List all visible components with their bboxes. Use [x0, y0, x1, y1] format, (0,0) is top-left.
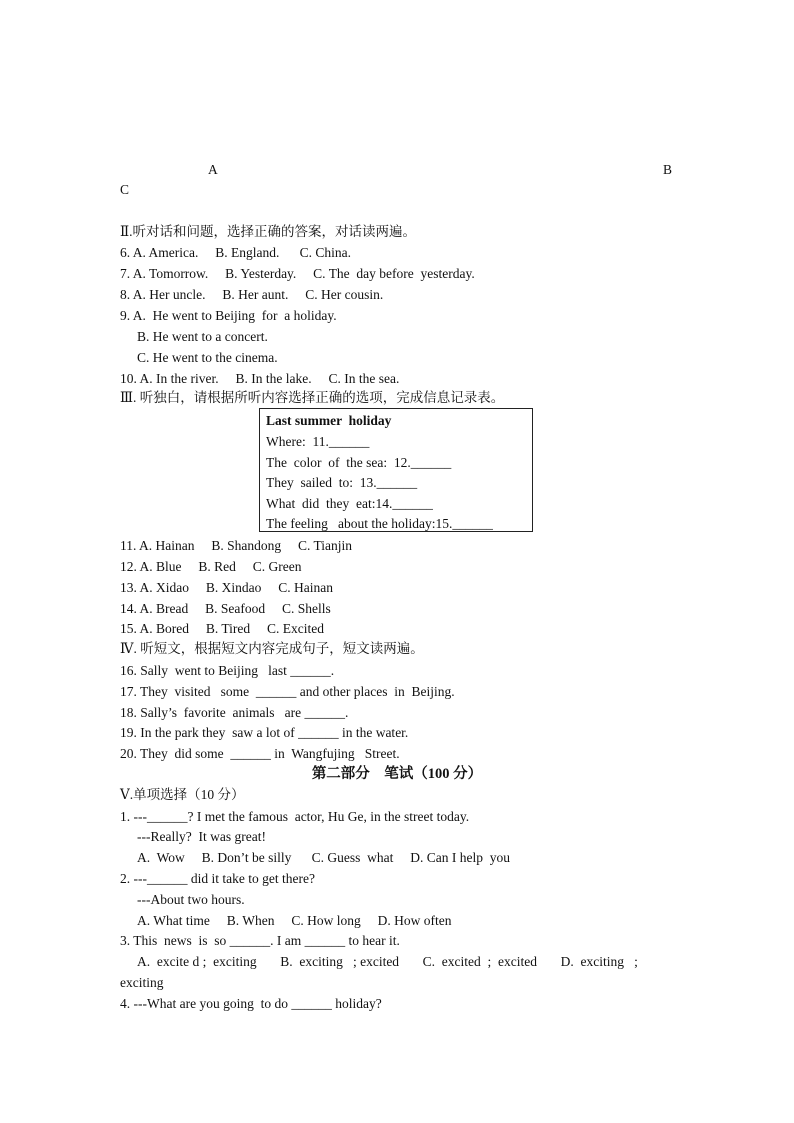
question-9-a: 9. A. He went to Beijing for a holiday.	[120, 308, 337, 323]
table-row-sailed: They sailed to: 13.______	[266, 475, 418, 490]
section5-heading: Ⅴ.单项选择（10 分）	[120, 787, 245, 802]
question-1-b: ---Really? It was great!	[137, 829, 266, 844]
question-3-options-cont: exciting	[120, 975, 164, 990]
question-17: 17. They visited some ______ and other places in Beijing.	[120, 684, 455, 699]
table-row-color: The color of the sea: 12.______	[266, 455, 452, 470]
table-title: Last summer holiday	[266, 413, 392, 428]
question-13: 13. A. Xidao B. Xindao C. Hainan	[120, 580, 333, 595]
question-3-options: A. excite d ; exciting B. exciting ; excited C. excited ; excited D. exciting ;	[137, 954, 638, 969]
info-record-table	[259, 408, 533, 532]
picture-label-c: C	[120, 182, 130, 197]
part2-heading: 第二部分 笔试（100 分）	[311, 766, 483, 782]
question-2-a: 2. ---______ did it take to get there?	[120, 871, 315, 886]
question-19: 19. In the park they saw a lot of ______ in the water.	[120, 725, 409, 740]
question-9-c: C. He went to the cinema.	[137, 350, 278, 365]
question-3-a: 3. This news is so ______. I am ______ to hear it.	[120, 933, 400, 948]
question-11: 11. A. Hainan B. Shandong C. Tianjin	[120, 538, 353, 553]
question-16: 16. Sally went to Beijing last ______.	[120, 663, 335, 678]
section3-heading: Ⅲ. 听独白，请根据所听内容选择正确的选项，完成信息记录表。	[120, 390, 505, 405]
question-9-b: B. He went to a concert.	[137, 329, 268, 344]
question-7: 7. A. Tomorrow. B. Yesterday. C. The day before yesterday.	[120, 266, 475, 281]
question-1-options: A. Wow B. Don’t be silly C. Guess what D. Can I help you	[137, 850, 511, 865]
section2-heading: Ⅱ.听对话和问题，选择正确的答案，对话读两遍。	[120, 224, 417, 239]
picture-label-b: B	[663, 162, 673, 177]
question-6: 6. A. America. B. England. C. China.	[120, 245, 351, 260]
question-4-a: 4. ---What are you going to do ______ holiday?	[120, 996, 382, 1011]
section4-heading: Ⅳ. 听短文，根据短文内容完成句子，短文读两遍。	[120, 641, 424, 656]
table-row-feeling: The feeling about the holiday:15.______	[266, 516, 493, 531]
table-row-where: Where: 11.______	[266, 434, 370, 449]
question-14: 14. A. Bread B. Seafood C. Shells	[120, 601, 331, 616]
question-18: 18. Sally’s favorite animals are ______.	[120, 705, 349, 720]
question-15: 15. A. Bored B. Tired C. Excited	[120, 621, 325, 636]
table-row-ate: What did they eat:14.______	[266, 496, 433, 511]
question-12: 12. A. Blue B. Red C. Green	[120, 559, 302, 574]
question-10: 10. A. In the river. B. In the lake. C. In the sea.	[120, 371, 400, 386]
question-2-b: ---About two hours.	[137, 892, 245, 907]
picture-label-a: A	[208, 162, 218, 177]
question-20: 20. They did some ______ in Wangfujing Street.	[120, 746, 400, 761]
question-1-a: 1. ---______? I met the famous actor, Hu Ge, in the street today.	[120, 809, 470, 824]
question-8: 8. A. Her uncle. B. Her aunt. C. Her cousin.	[120, 287, 384, 302]
question-2-options: A. What time B. When C. How long D. How often	[137, 913, 452, 928]
